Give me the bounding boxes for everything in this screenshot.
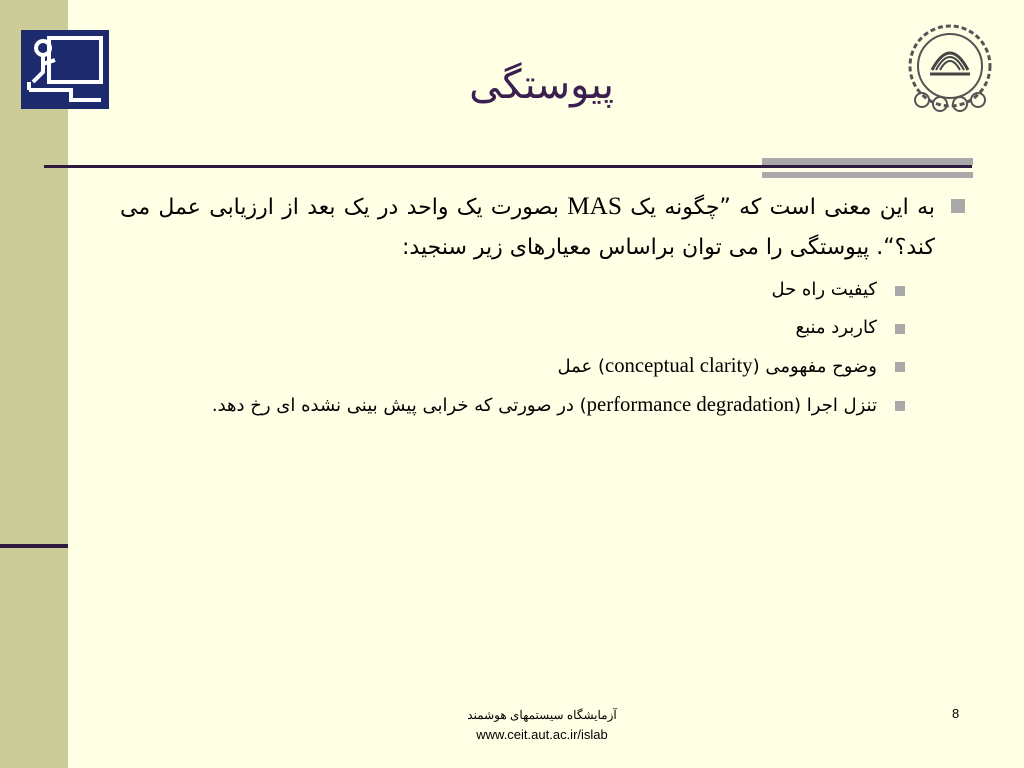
- slide-content: [120, 186, 965, 422]
- sub-bullet-solution-quality: [120, 274, 965, 306]
- square-bullet-icon: [895, 362, 905, 372]
- footer-url[interactable]: www.ceit.aut.ac.ir/islab: [476, 727, 608, 742]
- footer: [442, 706, 642, 744]
- sub-bullet-text: کاربرد منبع: [795, 317, 877, 338]
- sub-bullet-text-a: تنزل اجرا (: [794, 395, 877, 416]
- sub-bullet-latin: performance degradation: [586, 394, 795, 416]
- title-rule-accent-bottom: [762, 172, 973, 178]
- title-rule: [44, 165, 972, 168]
- main-bullet-latin: MAS: [567, 192, 622, 220]
- main-bullet-text-b: بصورت یک واحد در یک بعد از ارزیابی عمل می کند؟“. پیوستگی را می توان براساس معیارهای زیر سنجید:: [120, 195, 935, 260]
- title-rule-accent-top: [762, 158, 973, 165]
- main-bullet-text-a: به این معنی است که ”چگونه یک: [621, 195, 935, 220]
- square-bullet-icon: [895, 286, 905, 296]
- sub-bullet-text-b: ) عمل: [557, 356, 606, 377]
- main-bullet: [120, 186, 965, 268]
- sub-bullet-performance-degradation: [120, 389, 965, 422]
- side-band: [0, 0, 68, 768]
- sub-bullet-latin: conceptual clarity: [605, 355, 753, 377]
- footer-lab-name: آزمایشگاه سیستمهای هوشمند: [467, 708, 617, 722]
- sub-bullet-text-a: وضوح مفهومی (: [752, 356, 877, 377]
- university-seal-icon: [902, 22, 998, 118]
- computer-user-icon: [21, 30, 109, 109]
- sub-bullet-conceptual-clarity: [120, 350, 965, 383]
- side-band-divider: [0, 544, 68, 548]
- square-bullet-icon: [895, 324, 905, 334]
- sub-bullet-resource-use: [120, 312, 965, 344]
- square-bullet-icon: [951, 199, 965, 213]
- square-bullet-icon: [895, 401, 905, 411]
- page-number: 8: [952, 706, 960, 721]
- slide-title: پیوستگی: [469, 62, 614, 108]
- sub-bullet-text: کیفیت راه حل: [771, 279, 877, 300]
- sub-bullet-text-b: ) در صورتی که خرابی پیش بینی نشده ای رخ دهد.: [211, 395, 587, 416]
